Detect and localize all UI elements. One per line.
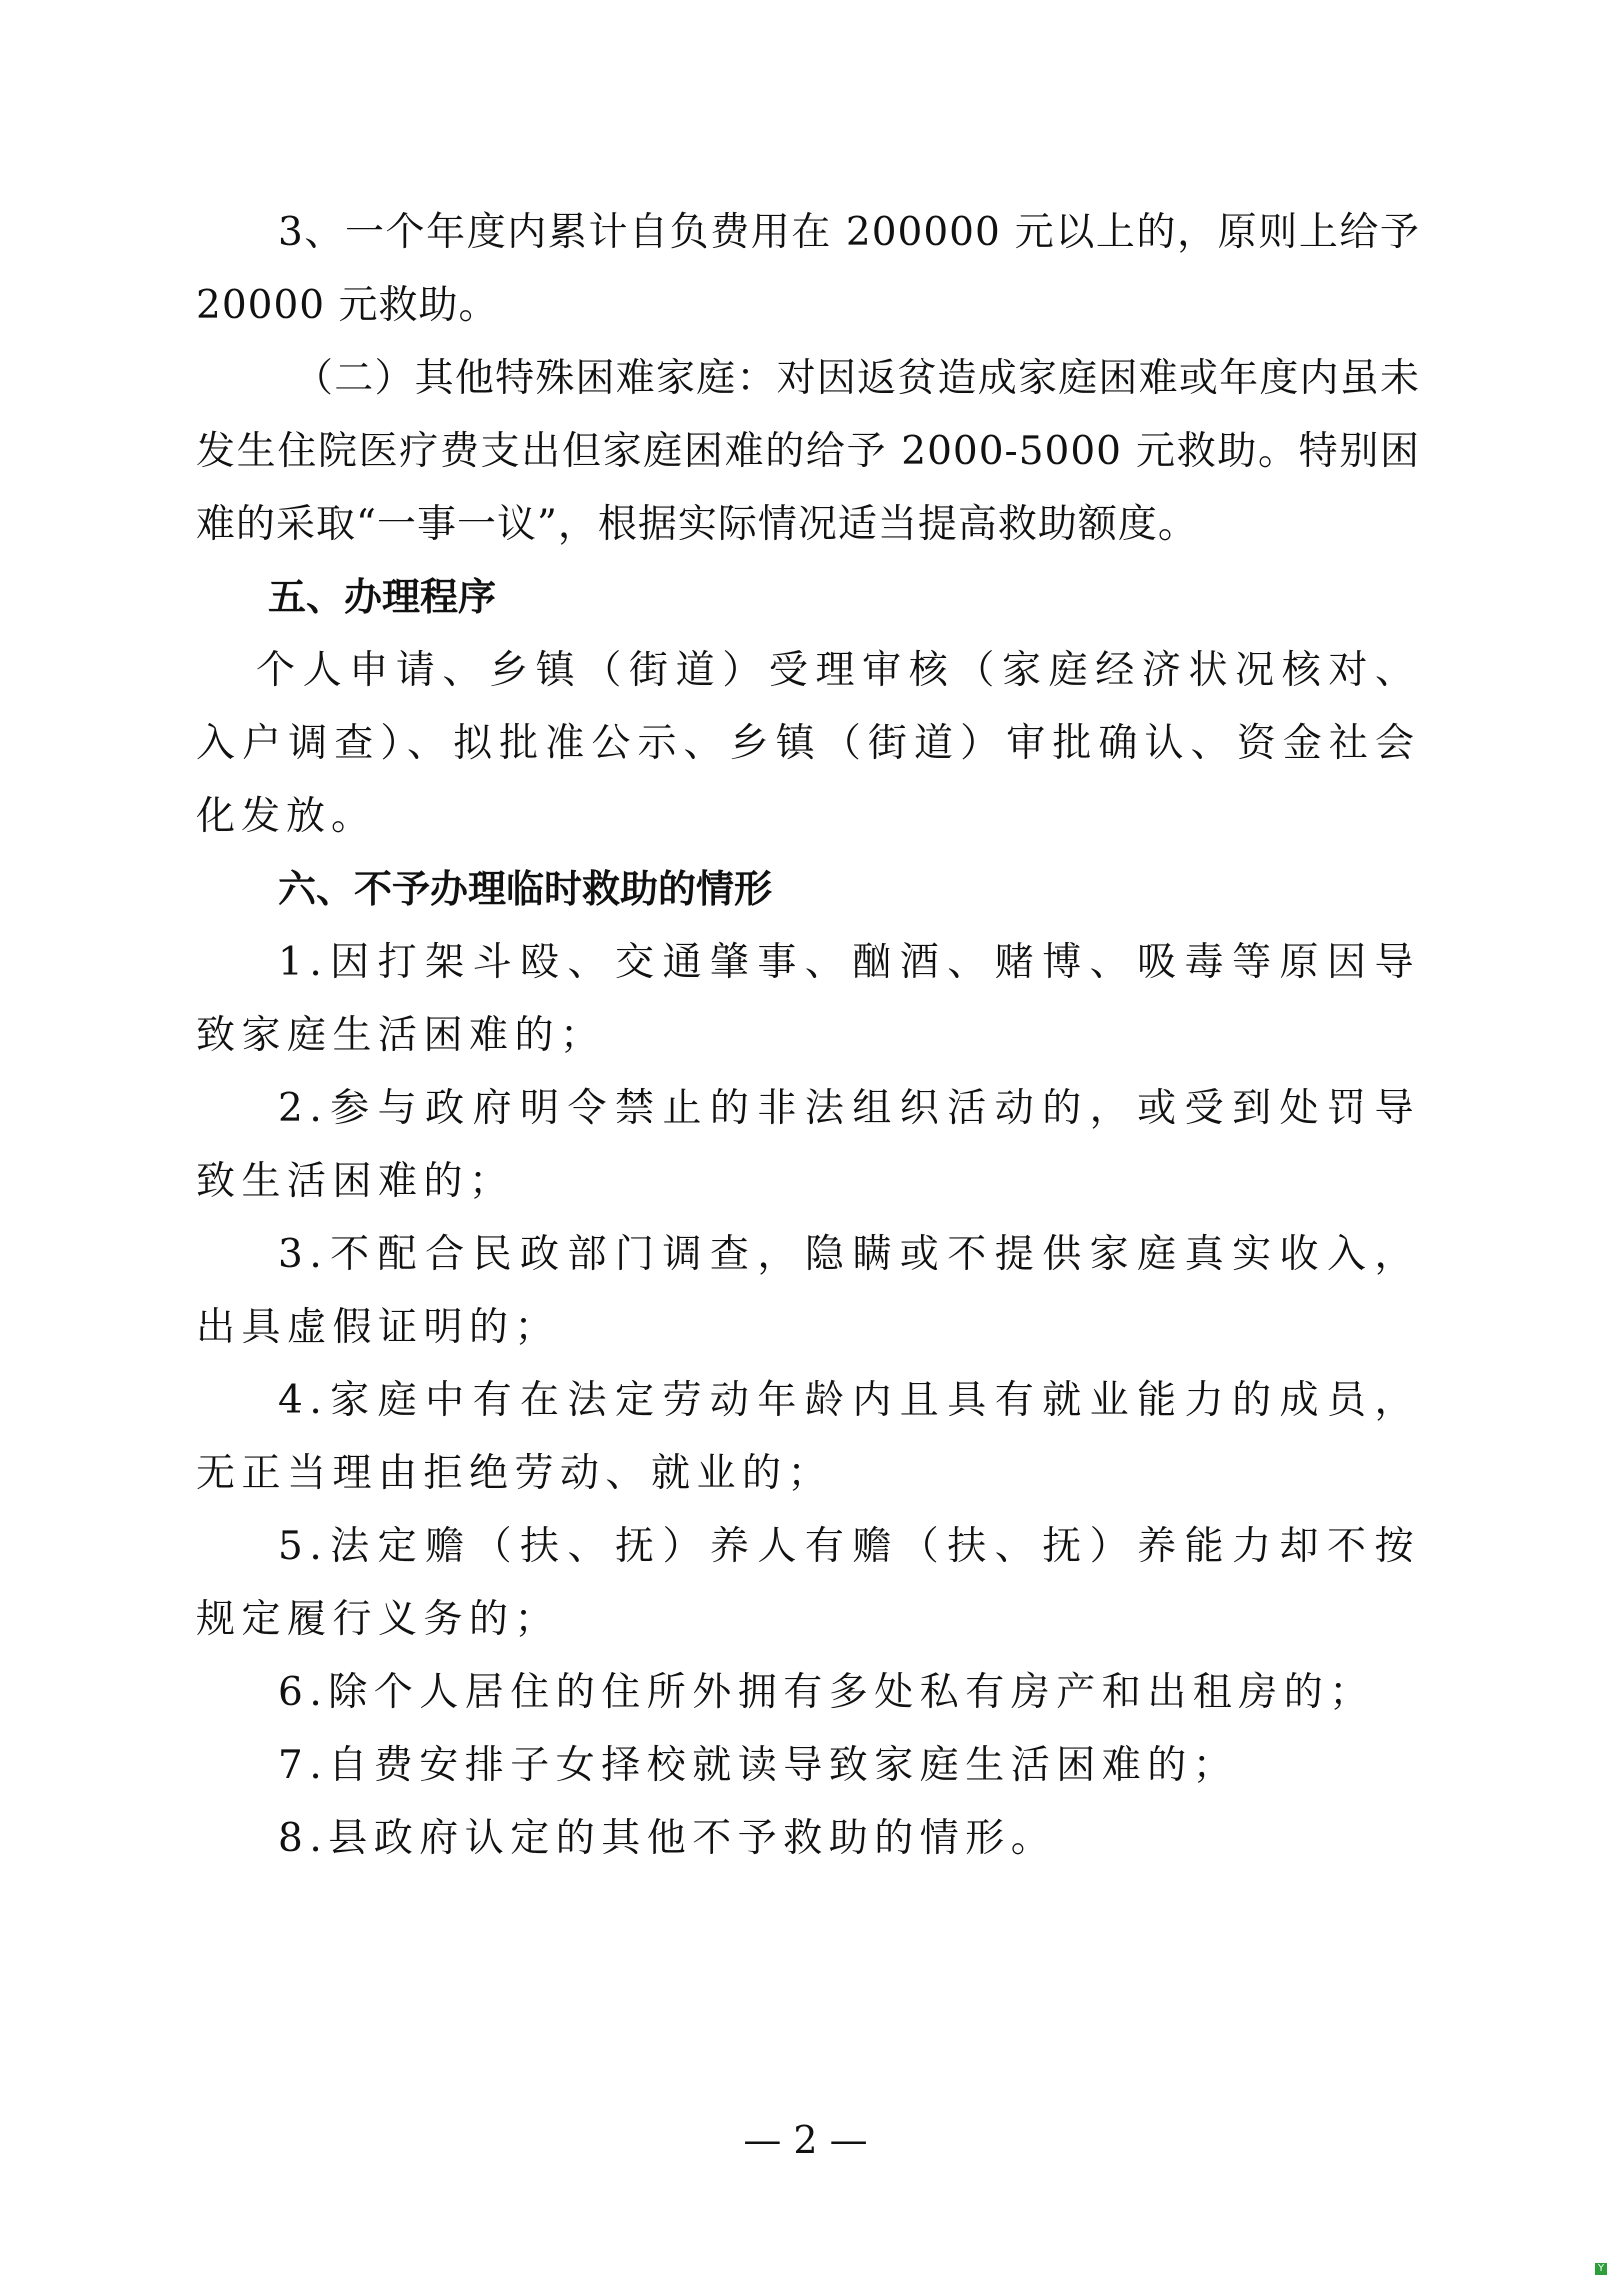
list-item-exclusion-6: 6.除个人居住的住所外拥有多处私有房产和出租房的； <box>278 1670 1375 1715</box>
list-item-exclusion-4: 4.家庭中有在法定劳动年龄内且具有就业能力的成员，无正当理由拒绝劳动、就业的； <box>196 1378 1420 1496</box>
paragraph-item-3: 3、一个年度内累计自负费用在 200000 元以上的，原则上给予 20000 元救助。 <box>196 210 1420 328</box>
page-number: — 2 — <box>743 2118 868 2162</box>
section-heading-exclusions: 六、不予办理临时救助的情形 <box>278 867 773 911</box>
list-item-exclusion-7: 7.自费安排子女择校就读导致家庭生活困难的； <box>278 1743 1239 1788</box>
section-heading-procedure: 五、办理程序 <box>268 575 497 619</box>
paragraph-procedure: 个人申请、乡镇（街道）受理审核（家庭经济状况核对、入户调查）、拟批准公示、乡镇（街道）审批确认、资金社会化发放。 <box>196 648 1420 839</box>
list-item-exclusion-2: 2.参与政府明令禁止的非法组织活动的，或受到处罚导致生活困难的； <box>196 1086 1420 1204</box>
list-item-exclusion-1: 1.因打架斗殴、交通肇事、酗酒、赌博、吸毒等原因导致家庭生活困难的； <box>196 940 1420 1058</box>
corner-mark-icon: Y <box>1595 2263 1607 2275</box>
list-item-exclusion-5: 5.法定赡（扶、抚）养人有赡（扶、抚）养能力却不按规定履行义务的； <box>196 1524 1420 1642</box>
paragraph-other-families: （二）其他特殊困难家庭：对因返贫造成家庭困难或年度内虽未发生住院医疗费支出但家庭困难的给予 2000-5000 元救助。特别困难的采取“一事一议”，根据实际情况适当提高救助额度。 <box>196 356 1420 547</box>
document-body <box>196 196 1420 1875</box>
list-item-exclusion-8: 8.县政府认定的其他不予救助的情形。 <box>278 1816 1057 1861</box>
list-item-exclusion-3: 3.不配合民政部门调查，隐瞒或不提供家庭真实收入，出具虚假证明的； <box>196 1232 1420 1350</box>
